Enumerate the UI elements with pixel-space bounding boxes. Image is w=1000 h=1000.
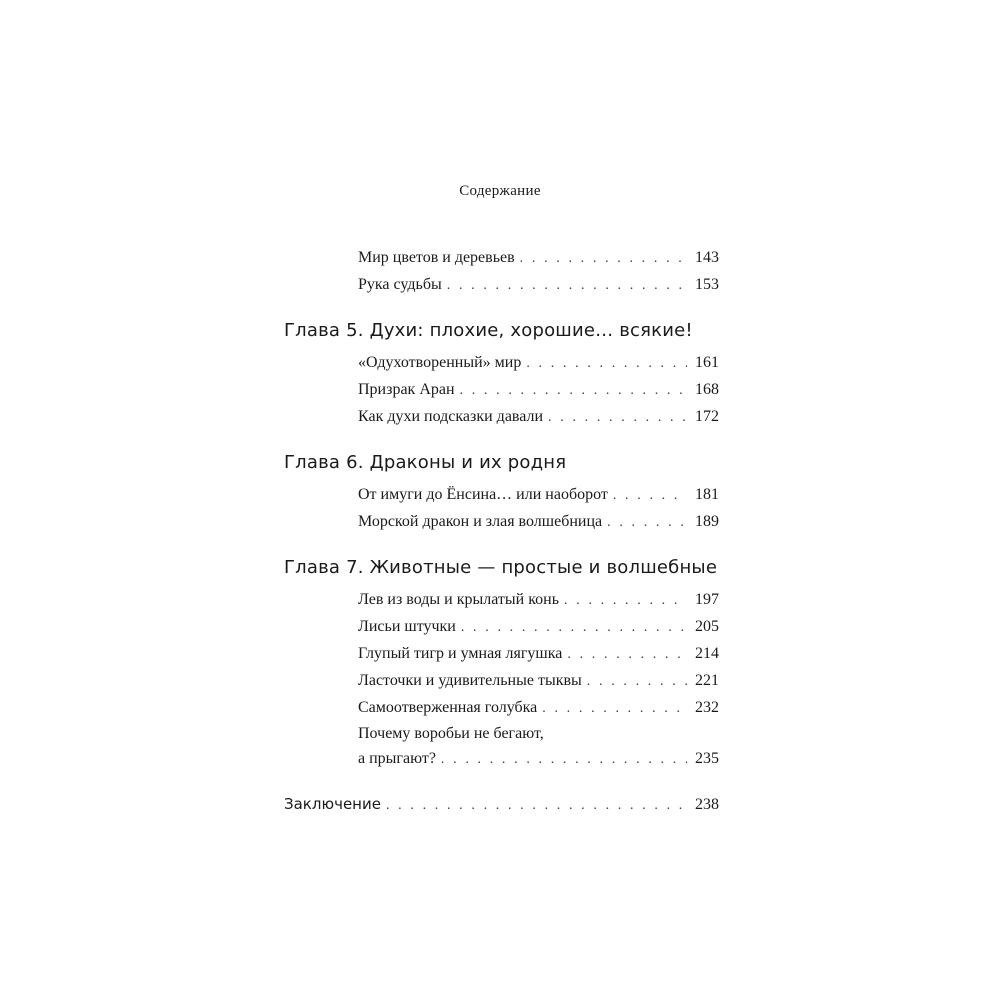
toc-entry-page: 143 xyxy=(695,249,719,266)
toc-entry xyxy=(358,749,719,770)
toc-entry-page: 221 xyxy=(695,672,719,689)
chapter-heading: Глава 7. Животные — простые и волшебные xyxy=(284,557,718,578)
dot-leader xyxy=(607,513,687,533)
dot-leader xyxy=(567,645,687,665)
toc-entry-page: 205 xyxy=(695,618,719,635)
dot-leader xyxy=(548,408,687,428)
toc-entry-page: 197 xyxy=(695,591,719,608)
toc-entry-title: «Одухотворенный» мир xyxy=(358,354,522,371)
dot-leader xyxy=(520,249,687,269)
chapter-heading: Глава 6. Драконы и их родня xyxy=(284,452,567,473)
toc-entry-title-line2: а прыгают? xyxy=(358,750,436,767)
dot-leader xyxy=(386,796,687,816)
toc-entry xyxy=(358,380,719,401)
toc-entry-title: Ласточки и удивительные тыквы xyxy=(358,672,582,689)
toc-entry xyxy=(358,485,719,506)
chapter-heading: Глава 5. Духи: плохие, хорошие… всякие! xyxy=(284,320,693,341)
dot-leader xyxy=(542,699,687,719)
dot-leader xyxy=(441,750,687,770)
dot-leader xyxy=(587,672,687,692)
toc-entry-page: 235 xyxy=(695,750,719,767)
toc-entry xyxy=(358,248,719,269)
toc-entry-page: 238 xyxy=(695,796,719,813)
toc-entry xyxy=(358,407,719,428)
dot-leader xyxy=(613,486,687,506)
toc-entry-page: 214 xyxy=(695,645,719,662)
dot-leader xyxy=(564,591,687,611)
dot-leader xyxy=(461,618,687,638)
toc-entry-page: 168 xyxy=(695,381,719,398)
running-head: Содержание xyxy=(459,183,541,199)
toc-entry xyxy=(358,698,719,719)
toc-entry-title: Заключение xyxy=(284,795,381,813)
toc-entry-title: Глупый тигр и умная лягушка xyxy=(358,645,563,662)
dot-leader xyxy=(447,276,687,296)
toc-entry xyxy=(358,275,719,296)
toc-entry-page: 153 xyxy=(695,276,719,293)
toc-entry-page: 172 xyxy=(695,408,719,425)
toc-entry-title: Лев из воды и крылатый конь xyxy=(358,591,560,608)
toc-entry-title: Самоотверженная голубка xyxy=(358,699,538,716)
toc-entry-title-line1: Почему воробьи не бегают, xyxy=(358,725,544,742)
toc-entry-title: Морской дракон и злая волшебница xyxy=(358,513,603,530)
toc-entry-title: Призрак Аран xyxy=(358,381,455,398)
toc-entry xyxy=(358,617,719,638)
toc-entry-title: От имуги до Ёнсина… или наоборот xyxy=(358,486,608,503)
toc-entry xyxy=(358,590,719,611)
toc-entry-title: Рука судьбы xyxy=(358,276,442,293)
toc-entry xyxy=(358,353,719,374)
toc-entry xyxy=(358,512,719,533)
toc-entry-title: Мир цветов и деревьев xyxy=(358,249,515,266)
toc-entry-page: 181 xyxy=(695,486,719,503)
toc-entry-page: 189 xyxy=(695,513,719,530)
toc-entry-conclusion xyxy=(284,794,719,816)
toc-entry xyxy=(358,671,719,692)
toc-entry xyxy=(358,644,719,665)
toc-entry-title: Лисьи штучки xyxy=(358,618,456,635)
toc-entry-page: 161 xyxy=(695,354,719,371)
toc-entry-title: Как духи подсказки давали xyxy=(358,408,544,425)
dot-leader xyxy=(526,354,687,374)
toc-entry-page: 232 xyxy=(695,699,719,716)
dot-leader xyxy=(460,381,687,401)
